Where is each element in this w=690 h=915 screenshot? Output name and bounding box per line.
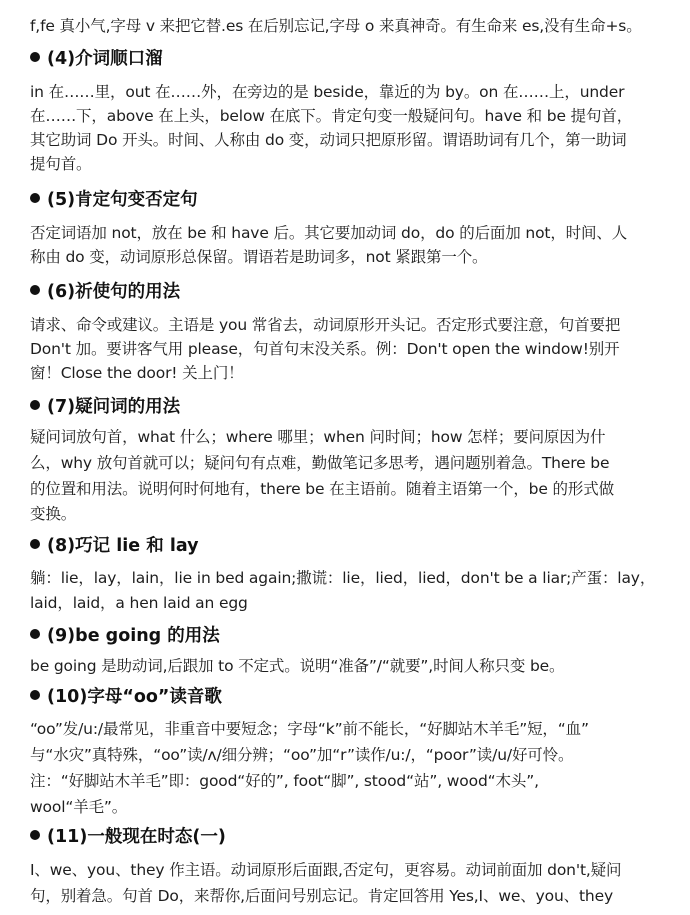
section-title: (6)祈使句的用法 — [47, 282, 181, 302]
bullet-icon — [30, 285, 40, 295]
bullet-icon — [30, 193, 40, 203]
section-heading-6 — [30, 281, 180, 303]
bullet-icon — [30, 52, 40, 62]
section-4-line-2: 在……下，above 在上头，below 在底下。肯定句变一般疑问句。have 和 be 提句首， — [30, 107, 633, 125]
section-6-line-3: 窗！Close the door! 关上门！ — [30, 364, 244, 382]
section-9-line-1: be going 是助动词,后跟加 to 不定式。说明“准备”/“就要”,时间人称只变 be。 — [30, 657, 565, 675]
bullet-icon — [30, 400, 40, 410]
section-11-line-2: 句，别着急。句首 Do，来帮你,后面问号别忘记。肯定回答用 Yes,I、we、you、they — [30, 887, 613, 905]
section-6-line-2: Don't 加。要讲客气用 please，句首句末没关系。例：Don't open the window!别开 — [30, 340, 620, 358]
section-8-line-2: laid，laid，a hen laid an egg — [30, 594, 248, 612]
section-heading-8 — [30, 535, 199, 557]
intro-line: f,fe 真小气,字母 v 来把它替.es 在后别忘记,字母 o 来真神奇。有生命来 es,没有生命+s。 — [30, 17, 642, 35]
bullet-icon — [30, 830, 40, 840]
section-7-line-4: 变换。 — [30, 505, 77, 523]
section-heading-10 — [30, 686, 222, 708]
section-7-line-3: 的位置和用法。说明何时何地有，there be 在主语前。随着主语第一个，be 的形式做 — [30, 480, 614, 498]
section-heading-7 — [30, 396, 180, 418]
section-4-line-4: 提句首。 — [30, 155, 92, 173]
section-title: (8)巧记 lie 和 lay — [47, 536, 199, 556]
bullet-icon — [30, 539, 40, 549]
section-title: (11)一般现在时态(一) — [47, 827, 226, 847]
section-5-line-1: 否定词语加 not，放在 be 和 have 后。其它要加动词 do，do 的后面加 not，时间、人 — [30, 224, 628, 242]
section-5-line-2: 称由 do 变，动词原形总保留。谓语若是助词多，not 紧跟第一个。 — [30, 248, 488, 266]
section-title: (7)疑问词的用法 — [47, 397, 181, 417]
section-title: (5)肯定句变否定句 — [47, 190, 198, 210]
bullet-icon — [30, 629, 40, 639]
section-title: (9)be going 的用法 — [47, 626, 220, 646]
section-7-line-1: 疑问词放句首，what 什么；where 哪里；when 问时间；how 怎样；要问原因为什 — [30, 428, 606, 446]
section-heading-4 — [30, 48, 163, 70]
section-10-line-1: “oo”发/u:/最常见，非重音中要短念；字母“k”前不能长，“好脚站木羊毛”短，“血” — [30, 720, 589, 738]
bullet-icon — [30, 690, 40, 700]
section-title: (4)介词顺口溜 — [47, 49, 163, 69]
section-title: (10)字母“oo”读音歌 — [47, 687, 222, 707]
section-7-line-2: 么，why 放句首就可以；疑问句有点难，勤做笔记多思考，遇问题别着急。There be — [30, 454, 610, 472]
section-10-line-2: 与“水灾”真特殊，“oo”读/ʌ/细分辨；“oo”加“r”读作/u:/，“poor”读/u/好可怜。 — [30, 746, 574, 764]
section-10-line-4: wool“羊毛”。 — [30, 798, 128, 816]
section-heading-11 — [30, 826, 226, 848]
section-heading-5 — [30, 189, 198, 211]
section-heading-9 — [30, 625, 220, 647]
section-11-line-1: I、we、you、they 作主语。动词原形后面跟,否定句，更容易。动词前面加 don't,疑问 — [30, 861, 622, 879]
section-6-line-1: 请求、命令或建议。主语是 you 常省去，动词原形开头记。否定形式要注意，句首要把 — [30, 316, 621, 334]
section-10-line-3: 注：“好脚站木羊毛”即：good“好的”, foot“脚”, stood“站”, wood“木头”, — [30, 772, 539, 790]
section-8-line-1: 躺：lie，lay，lain，lie in bed again;撒谎：lie，lied，lied，don't be a liar;产蛋：lay， — [30, 569, 656, 587]
section-4-line-3: 其它助词 Do 开头。时间、人称由 do 变，动词只把原形留。谓语助词有几个，第一助词 — [30, 131, 627, 149]
section-4-line-1: in 在……里，out 在……外，在旁边的是 beside，靠近的为 by。on 在……上，under — [30, 83, 625, 101]
